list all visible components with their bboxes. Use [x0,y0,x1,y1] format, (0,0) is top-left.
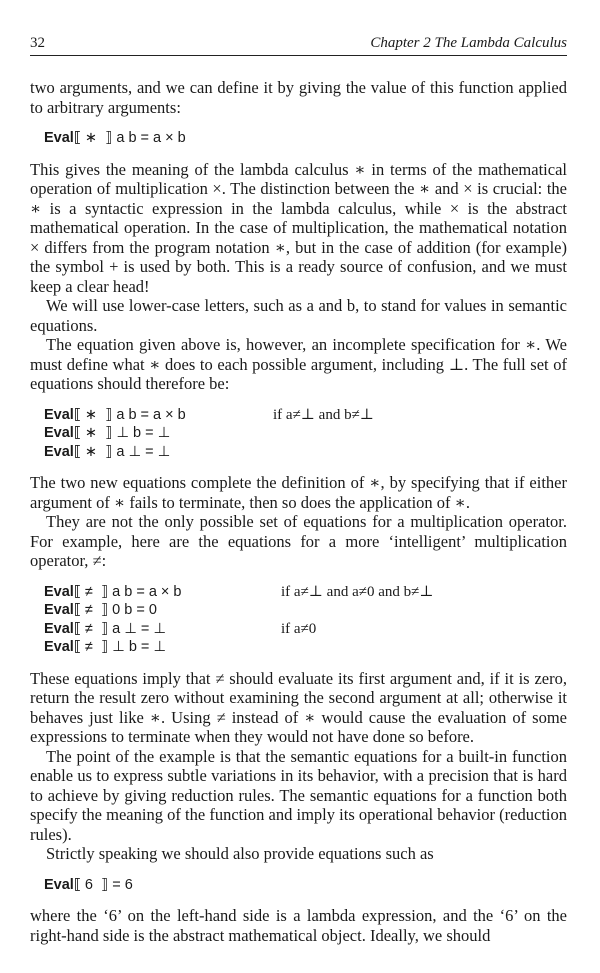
equation [44,620,567,639]
paragraph: two arguments, and we can define it by giving the value of this function applied to arbitrary arguments: [30,78,567,117]
equation-condition: if a≠⊥ and b≠⊥ [273,406,374,423]
eval-keyword: Eval⟦ [44,639,81,655]
paragraph: We will use lower-case letters, such as a and b, to stand for values in semantic equations. [30,296,567,335]
equation-body: ≠ ⟧ 0 b = 0 [80,602,157,618]
page-body [30,78,567,945]
equation-block-full-multiplication [30,406,567,462]
eval-keyword: Eval⟦ [44,620,81,637]
equation-body: ∗ ⟧ a ⊥ = ⊥ [80,443,171,460]
eval-keyword: Eval⟦ [44,406,81,423]
equation-body: ≠ ⟧ a b = a × b [80,583,182,600]
eval-keyword: Eval⟦ [44,602,81,618]
equation [44,406,567,425]
paragraph: The point of the example is that the semantic equations for a built-in function enable us to express subtle variations in its behavior, with a precision that is hard to achieve by giving reduction rules. The semantic equations for a function both specify the meaning of the function and imply its operational behavior (reduction rules). [30,746,567,844]
equation-block-intelligent-multiplication [30,583,567,657]
equation-body: ∗ ⟧ ⊥ b = ⊥ [80,425,171,441]
paragraph: These equations imply that ≠ should evaluate its first argument and, if it is zero, return the result zero without examining the second argument at all; otherwise it behaves just like ∗. Using ≠ instead of ∗ would cause the evaluation of some expressions to terminate when they would not have done so before. [30,668,567,746]
equation-block-constant [30,876,567,895]
paragraph: The two new equations complete the definition of ∗, by specifying that if either argument of ∗ fails to terminate, then so does the application of ∗. [30,473,567,512]
eval-keyword: Eval⟦ [44,130,81,146]
equation [44,638,567,657]
equation-body: ≠ ⟧ a ⊥ = ⊥ [80,620,167,637]
equation-block-multiplication [30,129,567,148]
equation-body: ∗ ⟧ a b = a × b [80,130,186,146]
equation [44,443,567,462]
equation [44,876,567,895]
running-header [30,33,567,56]
equation [44,129,567,148]
page-number: 32 [30,35,45,51]
paragraph: The equation given above is, however, an incomplete specification for ∗. We must define what ∗ does to each possible argument, including ⊥. The full set of equations should therefore be: [30,335,567,393]
eval-keyword: Eval⟦ [44,583,81,600]
paragraph: where the ‘6’ on the left-hand side is a lambda expression, and the ‘6’ on the right-hand side is the abstract mathematical object. Ideally, we should [30,906,567,945]
eval-keyword: Eval⟦ [44,876,81,893]
equation-condition: if a≠0 [281,620,317,637]
equation-condition: if a≠⊥ and a≠0 and b≠⊥ [281,583,434,600]
equation-body: ≠ ⟧ ⊥ b = ⊥ [80,639,167,655]
equation-body: ∗ ⟧ a b = a × b [80,406,186,423]
equation [44,424,567,443]
running-title: Chapter 2 The Lambda Calculus [370,35,567,51]
paragraph: Strictly speaking we should also provide equations such as [46,844,434,863]
paragraph: They are not the only possible set of equations for a multiplication operator. For example, here are the equations for a more ‘intelligent’ multiplication operator, ≠: [30,512,567,570]
eval-keyword: Eval⟦ [44,443,81,460]
equation-body: 6 ⟧ = 6 [80,876,133,893]
equation [44,583,567,602]
paragraph: This gives the meaning of the lambda calculus ∗ in terms of the mathematical operation of multiplication ×. The distinction between the ∗ and × is crucial: the ∗ is a syntactic expression in the lambda calculus, while × is the abstract mathematical operation. In the case of multiplication, the mathematical notation × differs from the program notation ∗, but in the case of addition (for example) the symbol + is used by both. This is a ready source of confusion, and we must keep a clear head! [30,159,567,296]
eval-keyword: Eval⟦ [44,425,81,441]
equation [44,601,567,620]
